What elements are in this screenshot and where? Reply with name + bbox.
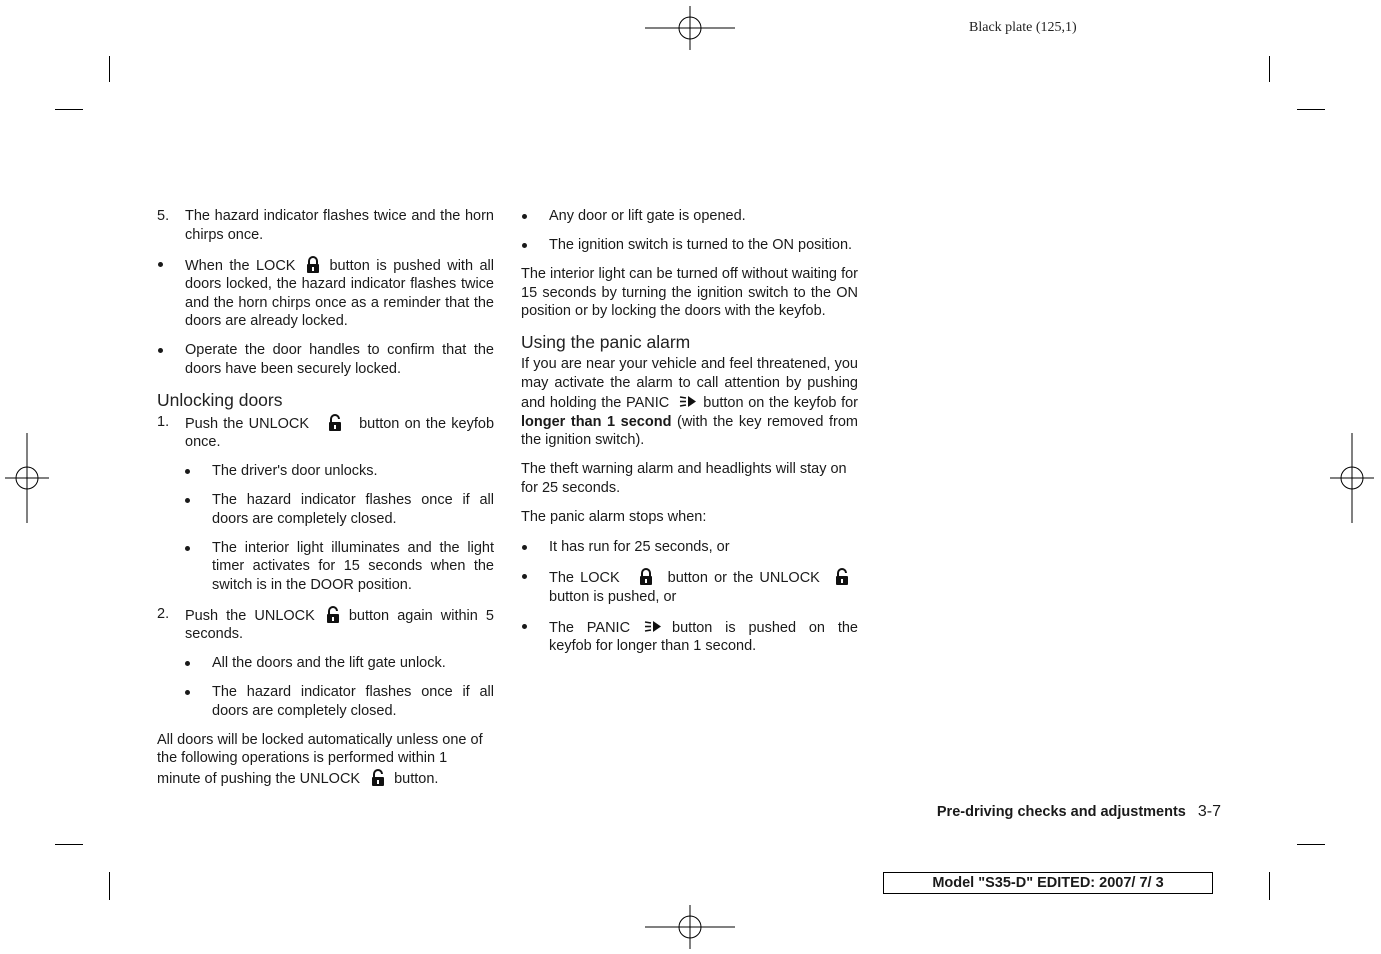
page-number: 3-7	[1197, 803, 1221, 820]
list-item: 2. Push the UNLOCK button again within 5 seconds.	[157, 605, 494, 642]
unlock-icon	[834, 567, 850, 586]
paragraph: All doors will be locked automatically unless one of the following operations is performed within 1 minute of pushing the UNLOCK button.	[157, 731, 483, 787]
bullet-icon	[185, 469, 190, 474]
paragraph: The panic alarm stops when:	[521, 508, 707, 525]
list-item: Any door or lift gate is opened.	[521, 207, 858, 226]
bullet-icon	[522, 545, 527, 550]
bullet-icon	[185, 661, 190, 666]
lock-icon	[305, 255, 321, 274]
model-info-box: Model "S35-D" EDITED: 2007/ 7/ 3	[883, 872, 1213, 894]
bullet-icon	[158, 348, 163, 353]
section-heading: Unlocking doors	[157, 389, 283, 410]
list-item: The interior light illuminates and the light timer activates for 15 seconds when the switch is in the DOOR position.	[184, 539, 494, 595]
left-column	[157, 207, 494, 799]
step-number: 2.	[157, 605, 170, 622]
unlock-icon	[370, 768, 386, 787]
registration-mark-top	[645, 6, 735, 50]
list-item: Operate the door handles to confirm that the doors have been securely locked.	[157, 341, 494, 378]
step-number: 5.	[157, 208, 170, 224]
page-footer	[937, 803, 1221, 821]
bullet-icon	[522, 624, 527, 629]
list-item: When the LOCK button is pushed with all doors locked, the hazard indicator flashes twice and the horn chirps once as a reminder that the doors are already locked.	[157, 255, 494, 331]
unlock-icon	[325, 605, 341, 624]
bullet-icon	[522, 214, 527, 219]
bullet-icon	[185, 546, 190, 551]
list-item: The PANIC button is pushed on the keyfob for longer than 1 second.	[521, 617, 858, 656]
section-heading: Using the panic alarm	[521, 332, 691, 352]
list-item: The ignition switch is turned to the ON position.	[521, 236, 858, 255]
unlock-icon	[327, 413, 343, 432]
list-item: The hazard indicator flashes once if all doors are completely closed.	[184, 683, 494, 720]
panic-icon	[679, 392, 695, 411]
lock-icon	[638, 567, 654, 586]
bullet-icon	[522, 243, 527, 248]
list-item: 1. Push the UNLOCK button on the keyfob once.	[157, 413, 495, 450]
section-title: Pre-driving checks and adjustments	[936, 804, 1186, 820]
registration-mark-left	[5, 433, 49, 523]
bullet-icon	[522, 574, 527, 579]
registration-mark-bottom	[645, 905, 735, 949]
paragraph: The theft warning alarm and headlights will stay on for 25 seconds.	[521, 461, 847, 496]
right-column	[521, 207, 858, 666]
paragraph: If you are near your vehicle and feel threatened, you may activate the alarm to call attention by pushing and holding the PANIC button on the keyfob for longer than 1 second (with the key removed from the ignition switch).	[521, 356, 859, 448]
list-item: The LOCK button or the UNLOCK button is pushed, or	[521, 567, 858, 606]
list-item: The hazard indicator flashes once if all doors are completely closed.	[184, 491, 494, 528]
list-item: All the doors and the lift gate unlock.	[184, 654, 494, 673]
registration-mark-right	[1330, 433, 1374, 523]
list-item: It has run for 25 seconds, or	[521, 538, 858, 557]
plate-label: Black plate (125,1)	[969, 20, 1077, 35]
panic-icon	[644, 617, 660, 636]
bullet-icon	[185, 498, 190, 503]
bullet-icon	[185, 690, 190, 695]
list-item: 5. The hazard indicator flashes twice and the horn chirps once.	[157, 208, 494, 243]
bullet-icon	[158, 262, 163, 267]
paragraph: The interior light can be turned off without waiting for 15 seconds by turning the ignition switch to the ON position or by locking the doors with the keyfob.	[521, 266, 858, 319]
step-number: 1.	[157, 413, 170, 430]
list-item: The driver's door unlocks.	[184, 462, 494, 481]
